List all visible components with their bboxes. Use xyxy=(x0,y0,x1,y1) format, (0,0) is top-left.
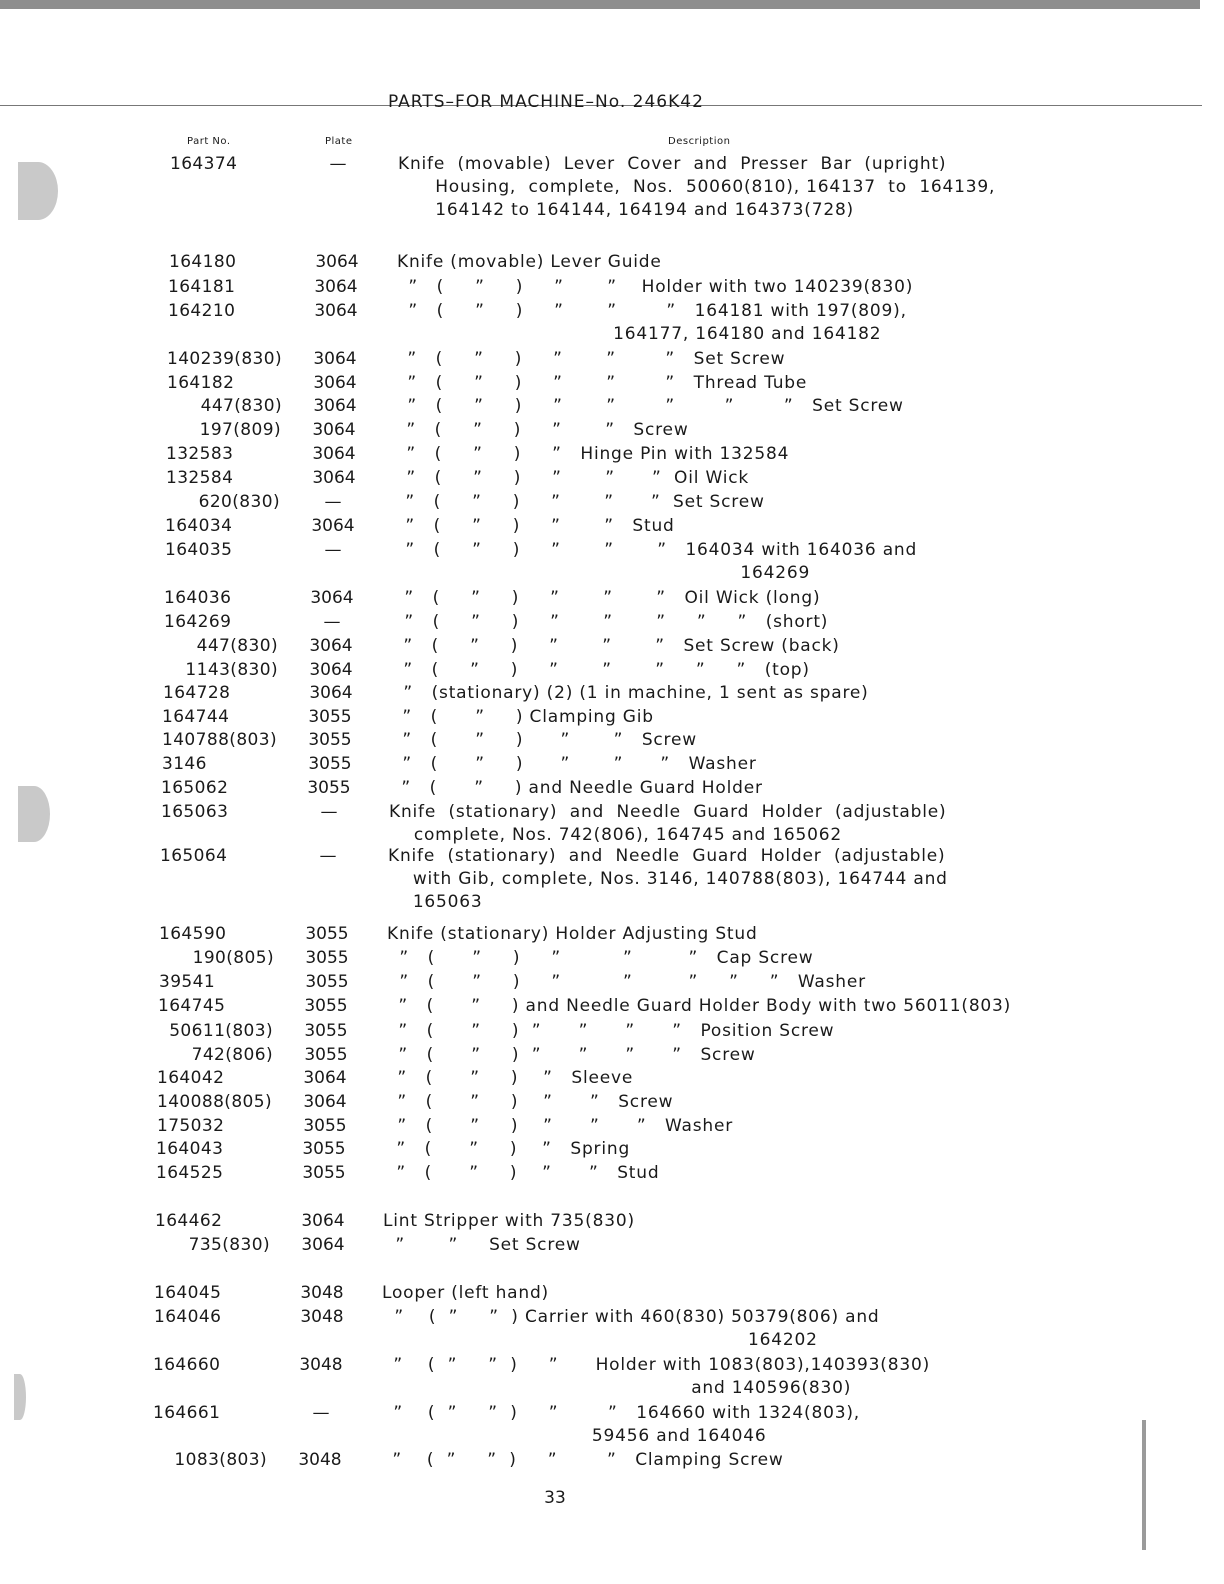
part-description: ” ( ” ) ” ” ” Washer xyxy=(385,1116,734,1136)
part-description: ” ( ” ) ” ” ” Set Screw xyxy=(395,349,786,369)
plate-number: — xyxy=(312,1403,330,1423)
part-number: 164035 xyxy=(165,540,233,560)
plate-number: 3055 xyxy=(304,1021,348,1041)
part-description: ” ( ” ) ” ” Screw xyxy=(394,420,689,440)
plate-number: 3055 xyxy=(304,996,348,1016)
part-description: ” ( ” ) ” Hinge Pin with 132584 xyxy=(394,444,790,464)
plate-number: 3048 xyxy=(299,1355,343,1375)
part-description: ” ( ” ” ) ” Holder with 1083(803),140393(830) xyxy=(381,1355,931,1375)
part-number: 164525 xyxy=(156,1163,224,1183)
plate-number: 3055 xyxy=(302,1163,346,1183)
part-number: 164180 xyxy=(169,252,237,272)
plate-number: — xyxy=(319,846,337,866)
plate-number: 3064 xyxy=(310,588,354,608)
part-number: 197(809) xyxy=(199,420,281,440)
part-description: ” ” Set Screw xyxy=(383,1235,581,1255)
part-description: ” ( ” ) ” ” ” Set Screw xyxy=(393,492,765,512)
part-description: ” ( ” ) ” ” ” ” Screw xyxy=(386,1045,756,1065)
part-description: ” ( ” ) ” ” ” ” ” Set Screw xyxy=(395,396,904,416)
part-description: 164269 xyxy=(393,563,811,583)
plate-number: 3055 xyxy=(303,1116,347,1136)
part-description: ” ( ” ) ” ” ” ” ” (top) xyxy=(391,660,810,680)
part-description: Knife (stationary) Holder Adjusting Stud xyxy=(387,924,758,944)
plate-number: 3064 xyxy=(313,396,357,416)
part-description: ” ( ” ) ” ” ” 164034 with 164036 and xyxy=(393,540,918,560)
plate-number: 3064 xyxy=(311,516,355,536)
part-number: 39541 xyxy=(159,972,216,992)
part-description: Looper (left hand) xyxy=(382,1283,549,1303)
part-description: ” ( ” ) ” ” Holder with two 140239(830) xyxy=(396,277,914,297)
part-description: ” ( ” ) ” ” Screw xyxy=(390,730,697,750)
part-number: 164181 xyxy=(168,277,236,297)
plate-number: 3055 xyxy=(308,730,352,750)
part-number: 164728 xyxy=(163,683,231,703)
plate-number: — xyxy=(320,802,338,822)
part-number: 164182 xyxy=(167,373,235,393)
part-description: Knife (movable) Lever Cover and Presser Bar (upright) xyxy=(398,154,947,174)
plate-number: 3064 xyxy=(301,1235,345,1255)
part-description: 59456 and 164046 xyxy=(381,1426,767,1446)
part-number: 447(830) xyxy=(200,396,282,416)
part-description: ” ( ” ” ) Carrier with 460(830) 50379(806) and xyxy=(382,1307,880,1327)
part-number: 1083(803) xyxy=(174,1450,267,1470)
part-description: ” ( ” ) ” ” ” Set Screw (back) xyxy=(391,636,840,656)
part-description: ” ( ” ” ) ” ” 164660 with 1324(803), xyxy=(381,1403,860,1423)
part-number: 164043 xyxy=(156,1139,224,1159)
part-number: 620(830) xyxy=(198,492,280,512)
plate-number: 3064 xyxy=(314,301,358,321)
part-description: with Gib, complete, Nos. 3146, 140788(803), 164744 and xyxy=(388,869,948,889)
part-number: 3146 xyxy=(162,754,207,774)
part-number: 164036 xyxy=(164,588,232,608)
part-number: 164462 xyxy=(155,1211,223,1231)
part-description: ” ( ” ) ” ” ” 164181 with 197(809), xyxy=(396,301,907,321)
part-description: ” ( ” ) ” ” ” Thread Tube xyxy=(395,373,808,393)
plate-number: 3064 xyxy=(309,683,353,703)
part-number: 735(830) xyxy=(188,1235,270,1255)
plate-number: 3064 xyxy=(309,660,353,680)
part-number: 140239(830) xyxy=(167,349,283,369)
part-description: Housing, complete, Nos. 50060(810), 164137 to 164139, xyxy=(398,177,996,197)
part-number: 164661 xyxy=(153,1403,221,1423)
part-description: ” ( ” ) ” ” ” Oil Wick (long) xyxy=(392,588,821,608)
part-number: 164269 xyxy=(164,612,232,632)
part-description: and 140596(830) xyxy=(381,1378,852,1398)
column-header-plate: Plate xyxy=(325,136,353,147)
part-number: 164374 xyxy=(170,154,238,174)
part-number: 164745 xyxy=(158,996,226,1016)
plate-number: 3064 xyxy=(301,1211,345,1231)
plate-number: 3055 xyxy=(304,1045,348,1065)
column-header-description: Description xyxy=(668,136,731,147)
plate-number: 3064 xyxy=(313,373,357,393)
part-description: ” ( ” ) ” ” ” Washer xyxy=(390,754,757,774)
part-number: 164210 xyxy=(168,301,236,321)
part-description: ” ( ” ) ” Sleeve xyxy=(385,1068,634,1088)
plate-number: 3064 xyxy=(312,468,356,488)
part-number: 165063 xyxy=(161,802,229,822)
plate-number: 3055 xyxy=(305,972,349,992)
part-number: 164590 xyxy=(159,924,227,944)
part-description: 164177, 164180 and 164182 xyxy=(396,324,882,344)
plate-number: — xyxy=(329,154,347,174)
part-number: 164046 xyxy=(154,1307,222,1327)
part-number: 164042 xyxy=(157,1068,225,1088)
plate-number: 3048 xyxy=(300,1307,344,1327)
part-description: complete, Nos. 742(806), 164745 and 165062 xyxy=(389,825,842,845)
page-number: 33 xyxy=(544,1488,566,1508)
plate-number: 3048 xyxy=(298,1450,342,1470)
plate-number: — xyxy=(324,540,342,560)
part-description: Knife (stationary) and Needle Guard Holder (adjustable) xyxy=(388,846,946,866)
plate-number: — xyxy=(324,492,342,512)
part-number: 175032 xyxy=(157,1116,225,1136)
part-description: 164142 to 164144, 164194 and 164373(728) xyxy=(398,200,854,220)
part-number: 132583 xyxy=(166,444,234,464)
part-number: 132584 xyxy=(166,468,234,488)
part-description: 165063 xyxy=(388,892,483,912)
part-description: ” ( ” ) ” ” Stud xyxy=(393,516,675,536)
part-description: ” ( ” ) ” ” ” Oil Wick xyxy=(394,468,750,488)
part-description: ” ( ” ) Clamping Gib xyxy=(390,707,654,727)
plate-number: 3055 xyxy=(302,1139,346,1159)
plate-number: 3055 xyxy=(308,707,352,727)
part-description: ” ( ” ) ” ” ” Cap Screw xyxy=(387,948,814,968)
part-description: Knife (stationary) and Needle Guard Holder (adjustable) xyxy=(389,802,947,822)
part-description: ” ( ” ) ” ” ” ” ” Washer xyxy=(387,972,866,992)
plate-number: 3064 xyxy=(303,1068,347,1088)
part-number: 165062 xyxy=(161,778,229,798)
plate-number: 3064 xyxy=(303,1092,347,1112)
plate-number: 3055 xyxy=(307,778,351,798)
plate-number: 3064 xyxy=(313,349,357,369)
part-number: 165064 xyxy=(160,846,228,866)
part-number: 140788(803) xyxy=(162,730,278,750)
part-description: ” ( ” ) ” ” Screw xyxy=(385,1092,674,1112)
plate-number: 3055 xyxy=(305,924,349,944)
part-description: ” ( ” ) ” ” ” ” ” (short) xyxy=(392,612,829,632)
plate-number: 3064 xyxy=(314,277,358,297)
part-number: 164660 xyxy=(153,1355,221,1375)
part-description: ” ( ” ” ) ” ” Clamping Screw xyxy=(380,1450,784,1470)
part-description: 164202 xyxy=(382,1330,818,1350)
plate-number: 3048 xyxy=(300,1283,344,1303)
part-description: ” ( ” ) ” ” ” ” Position Screw xyxy=(386,1021,835,1041)
part-description: ” ( ” ) and Needle Guard Holder xyxy=(389,778,763,798)
plate-number: — xyxy=(323,612,341,632)
plate-number: 3055 xyxy=(308,754,352,774)
part-description: Knife (movable) Lever Guide xyxy=(397,252,662,272)
part-description: ” (stationary) (2) (1 in machine, 1 sent as spare) xyxy=(391,683,869,703)
part-description: Lint Stripper with 735(830) xyxy=(383,1211,635,1231)
page-title: PARTS–FOR MACHINE–No. 246K42 xyxy=(388,92,704,112)
part-description: ” ( ” ) and Needle Guard Holder Body with two 56011(803) xyxy=(386,996,1012,1016)
plate-number: 3064 xyxy=(315,252,359,272)
part-number: 190(805) xyxy=(192,948,274,968)
part-number: 140088(805) xyxy=(157,1092,273,1112)
part-description: ” ( ” ) ” Spring xyxy=(384,1139,631,1159)
part-number: 447(830) xyxy=(196,636,278,656)
plate-number: 3055 xyxy=(305,948,349,968)
part-number: 50611(803) xyxy=(169,1021,273,1041)
plate-number: 3064 xyxy=(312,420,356,440)
part-number: 164045 xyxy=(154,1283,222,1303)
part-description: ” ( ” ) ” ” Stud xyxy=(384,1163,660,1183)
column-header-part: Part No. xyxy=(187,136,231,147)
plate-number: 3064 xyxy=(309,636,353,656)
part-number: 742(806) xyxy=(191,1045,273,1065)
part-number: 164744 xyxy=(162,707,230,727)
part-number: 164034 xyxy=(165,516,233,536)
part-number: 1143(830) xyxy=(185,660,278,680)
plate-number: 3064 xyxy=(312,444,356,464)
